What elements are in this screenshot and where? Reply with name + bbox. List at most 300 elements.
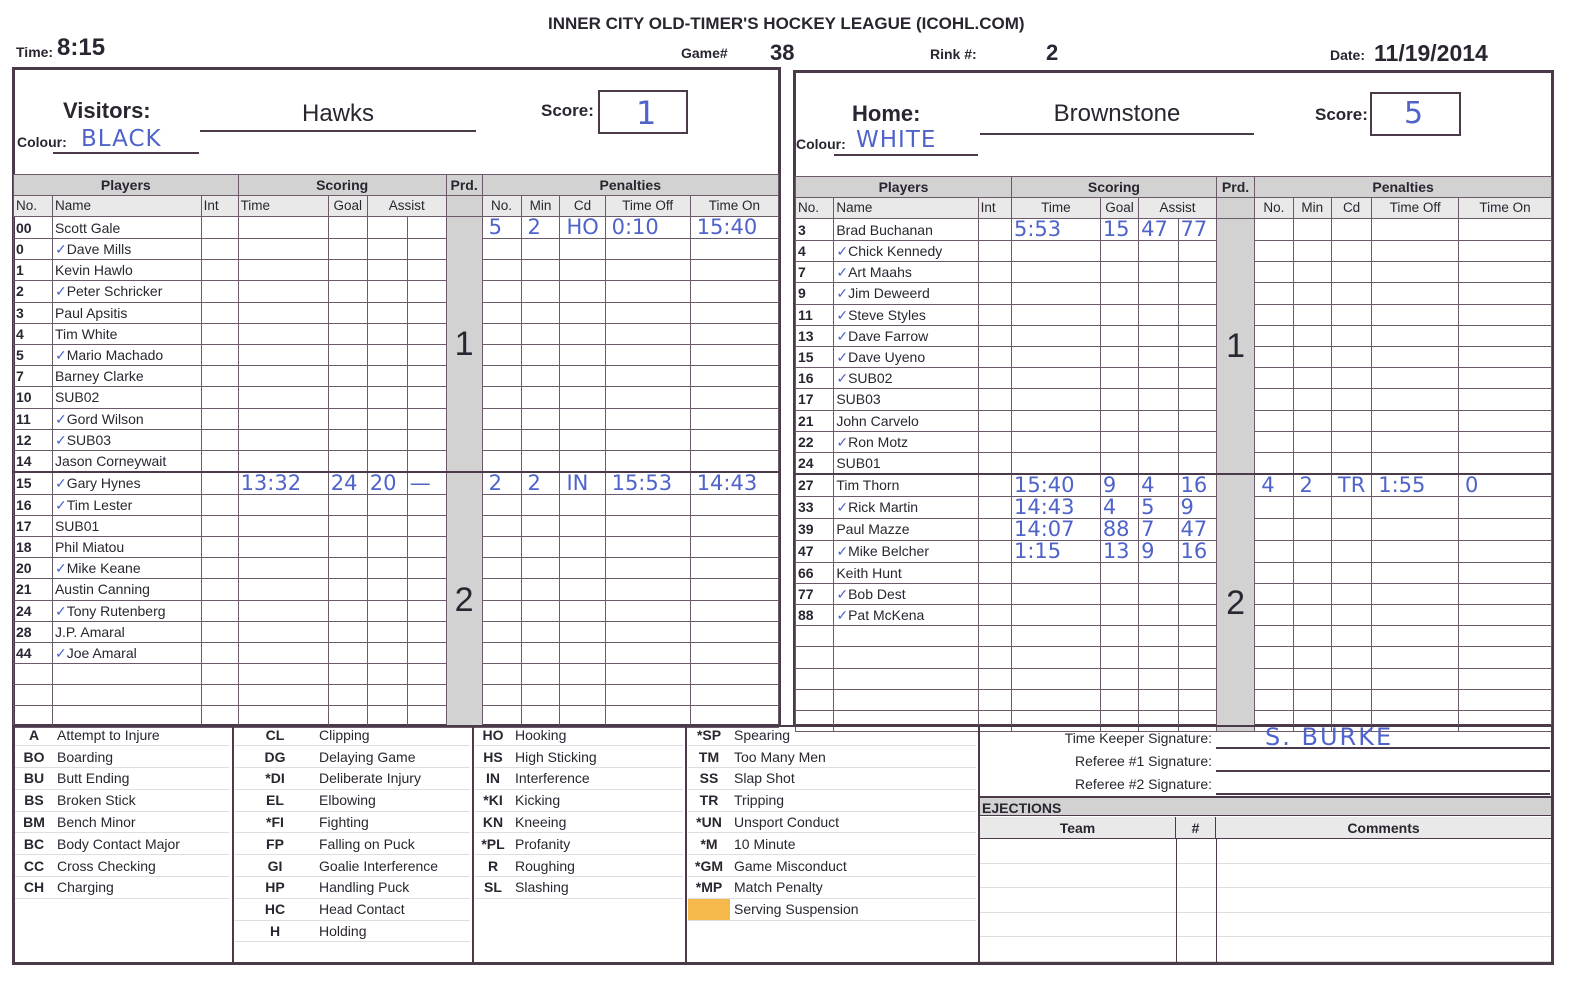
assist-1[interactable]: [1139, 518, 1178, 540]
penalty-player[interactable]: [1255, 368, 1293, 389]
assist-2[interactable]: [407, 302, 446, 323]
goal-time[interactable]: [238, 408, 328, 429]
goal-scorer[interactable]: [328, 558, 367, 579]
assist-2[interactable]: [407, 260, 446, 281]
ejection-team-cell[interactable]: [1176, 937, 1177, 962]
assist-2[interactable]: [407, 515, 446, 536]
assist-2[interactable]: [1178, 474, 1216, 497]
penalty-code[interactable]: [1331, 283, 1371, 304]
penalty-code[interactable]: [1331, 562, 1371, 583]
assist-1[interactable]: [367, 387, 407, 408]
goal-time[interactable]: [238, 494, 328, 515]
assist-2[interactable]: [1178, 283, 1216, 304]
penalty-time-on[interactable]: [690, 344, 778, 365]
penalty-time-on[interactable]: [1459, 452, 1552, 473]
goal-scorer[interactable]: [1100, 283, 1138, 304]
goal-time[interactable]: [238, 260, 328, 281]
penalty-time-on[interactable]: [690, 685, 778, 706]
goal-scorer[interactable]: [328, 429, 367, 450]
assist-2[interactable]: [1178, 540, 1216, 562]
goal-time[interactable]: [1012, 583, 1101, 604]
penalty-code[interactable]: [1331, 604, 1371, 625]
goal-time[interactable]: [1012, 304, 1101, 325]
penalty-player[interactable]: [482, 408, 521, 429]
penalty-time-off[interactable]: [1372, 346, 1459, 367]
penalty-time-on[interactable]: [690, 536, 778, 557]
penalty-time-on[interactable]: [1459, 410, 1552, 431]
penalty-code[interactable]: [560, 664, 605, 685]
penalty-player[interactable]: [1255, 689, 1293, 710]
penalty-time-on[interactable]: [1459, 604, 1552, 625]
assist-2[interactable]: [407, 387, 446, 408]
goal-time[interactable]: [238, 472, 328, 495]
player-int[interactable]: [978, 410, 1011, 431]
player-int[interactable]: [978, 474, 1011, 497]
player-int[interactable]: [201, 515, 238, 536]
penalty-minutes[interactable]: [521, 558, 560, 579]
penalty-code[interactable]: [560, 515, 605, 536]
assist-1[interactable]: [1139, 647, 1178, 668]
goal-time[interactable]: [1012, 452, 1101, 473]
assist-1[interactable]: [1139, 241, 1178, 262]
penalty-player[interactable]: [1255, 389, 1293, 410]
penalty-time-on[interactable]: [690, 621, 778, 642]
penalty-time-off[interactable]: [605, 217, 690, 239]
assist-2[interactable]: [407, 344, 446, 365]
referee1-line[interactable]: [1216, 770, 1550, 772]
penalty-time-on[interactable]: [1459, 540, 1552, 562]
assist-2[interactable]: [1178, 626, 1216, 647]
assist-2[interactable]: [407, 429, 446, 450]
goal-time[interactable]: [1012, 474, 1101, 497]
goal-time[interactable]: [1012, 219, 1101, 241]
player-int[interactable]: [201, 450, 238, 471]
penalty-minutes[interactable]: [521, 323, 560, 344]
penalty-code[interactable]: [560, 494, 605, 515]
assist-1[interactable]: [1139, 325, 1178, 346]
penalty-time-on[interactable]: [1459, 689, 1552, 710]
player-int[interactable]: [978, 604, 1011, 625]
penalty-minutes[interactable]: [1293, 219, 1331, 241]
goal-time[interactable]: [1012, 647, 1101, 668]
assist-1[interactable]: [367, 260, 407, 281]
goal-scorer[interactable]: [328, 579, 367, 600]
assist-2[interactable]: [407, 685, 446, 706]
penalty-time-on[interactable]: [690, 408, 778, 429]
penalty-code[interactable]: [560, 217, 605, 239]
assist-2[interactable]: [407, 239, 446, 260]
penalty-time-on[interactable]: [690, 217, 778, 239]
penalty-time-off[interactable]: [1372, 389, 1459, 410]
penalty-player[interactable]: [1255, 219, 1293, 241]
penalty-player[interactable]: [482, 579, 521, 600]
assist-1[interactable]: [1139, 304, 1178, 325]
goal-time[interactable]: [1012, 689, 1101, 710]
goal-scorer[interactable]: [1100, 496, 1138, 518]
penalty-time-off[interactable]: [605, 366, 690, 387]
penalty-code[interactable]: [1331, 496, 1371, 518]
penalty-time-on[interactable]: [690, 429, 778, 450]
goal-scorer[interactable]: [1100, 647, 1138, 668]
assist-1[interactable]: [367, 344, 407, 365]
penalty-time-off[interactable]: [605, 429, 690, 450]
penalty-minutes[interactable]: [1293, 540, 1331, 562]
goal-scorer[interactable]: [1100, 668, 1138, 689]
assist-2[interactable]: [1178, 604, 1216, 625]
penalty-player[interactable]: [482, 621, 521, 642]
penalty-time-on[interactable]: [1459, 283, 1552, 304]
assist-2[interactable]: [1178, 346, 1216, 367]
penalty-code[interactable]: [560, 239, 605, 260]
penalty-time-off[interactable]: [1372, 219, 1459, 241]
assist-1[interactable]: [1139, 689, 1178, 710]
player-int[interactable]: [201, 281, 238, 302]
goal-time[interactable]: [238, 323, 328, 344]
penalty-code[interactable]: [560, 366, 605, 387]
goal-time[interactable]: [238, 366, 328, 387]
goal-time[interactable]: [238, 344, 328, 365]
penalty-time-off[interactable]: [1372, 518, 1459, 540]
penalty-code[interactable]: [560, 323, 605, 344]
penalty-player[interactable]: [482, 664, 521, 685]
penalty-time-off[interactable]: [1372, 452, 1459, 473]
penalty-minutes[interactable]: [521, 494, 560, 515]
assist-1[interactable]: [367, 323, 407, 344]
penalty-time-on[interactable]: [1459, 518, 1552, 540]
assist-2[interactable]: [1178, 668, 1216, 689]
penalty-code[interactable]: [560, 558, 605, 579]
goal-time[interactable]: [238, 536, 328, 557]
penalty-time-on[interactable]: [690, 600, 778, 621]
penalty-code[interactable]: [560, 387, 605, 408]
goal-time[interactable]: [1012, 540, 1101, 562]
referee2-line[interactable]: [1216, 793, 1550, 795]
penalty-minutes[interactable]: [1293, 562, 1331, 583]
assist-2[interactable]: [1178, 689, 1216, 710]
penalty-time-off[interactable]: [1372, 431, 1459, 452]
goal-time[interactable]: [238, 387, 328, 408]
penalty-time-off[interactable]: [605, 494, 690, 515]
penalty-player[interactable]: [1255, 346, 1293, 367]
assist-1[interactable]: [1139, 431, 1178, 452]
penalty-time-on[interactable]: [1459, 562, 1552, 583]
penalty-minutes[interactable]: [1293, 389, 1331, 410]
penalty-time-on[interactable]: [690, 239, 778, 260]
penalty-player[interactable]: [482, 600, 521, 621]
penalty-player[interactable]: [482, 344, 521, 365]
penalty-code[interactable]: [1331, 241, 1371, 262]
ejection-team-cell[interactable]: [1176, 839, 1177, 864]
penalty-time-off[interactable]: [605, 408, 690, 429]
player-int[interactable]: [978, 219, 1011, 241]
penalty-time-on[interactable]: [1459, 241, 1552, 262]
penalty-time-on[interactable]: [1459, 474, 1552, 497]
penalty-minutes[interactable]: [521, 515, 560, 536]
assist-2[interactable]: [1178, 583, 1216, 604]
penalty-minutes[interactable]: [521, 302, 560, 323]
penalty-player[interactable]: [482, 281, 521, 302]
assist-1[interactable]: [1139, 562, 1178, 583]
ejection-team-cell[interactable]: [1176, 888, 1177, 913]
penalty-time-off[interactable]: [1372, 474, 1459, 497]
penalty-time-on[interactable]: [690, 302, 778, 323]
goal-scorer[interactable]: [328, 450, 367, 471]
player-int[interactable]: [201, 344, 238, 365]
penalty-time-off[interactable]: [1372, 410, 1459, 431]
player-int[interactable]: [201, 408, 238, 429]
goal-scorer[interactable]: [328, 494, 367, 515]
penalty-code[interactable]: [560, 344, 605, 365]
penalty-minutes[interactable]: [1293, 304, 1331, 325]
penalty-code[interactable]: [1331, 626, 1371, 647]
penalty-time-off[interactable]: [605, 558, 690, 579]
goal-scorer[interactable]: [1100, 604, 1138, 625]
goal-time[interactable]: [238, 217, 328, 239]
player-int[interactable]: [201, 217, 238, 239]
ejection-num-cell[interactable]: [1216, 937, 1217, 962]
goal-time[interactable]: [1012, 346, 1101, 367]
penalty-player[interactable]: [1255, 583, 1293, 604]
penalty-time-off[interactable]: [605, 600, 690, 621]
goal-scorer[interactable]: [328, 600, 367, 621]
penalty-minutes[interactable]: [521, 600, 560, 621]
goal-scorer[interactable]: [1100, 452, 1138, 473]
goal-time[interactable]: [1012, 262, 1101, 283]
assist-2[interactable]: [1178, 496, 1216, 518]
penalty-time-on[interactable]: [690, 579, 778, 600]
penalty-code[interactable]: [1331, 583, 1371, 604]
player-int[interactable]: [978, 452, 1011, 473]
assist-2[interactable]: [407, 621, 446, 642]
ejection-row[interactable]: [980, 839, 1551, 864]
penalty-time-on[interactable]: [1459, 668, 1552, 689]
penalty-minutes[interactable]: [521, 579, 560, 600]
assist-2[interactable]: [1178, 562, 1216, 583]
goal-scorer[interactable]: [1100, 346, 1138, 367]
goal-scorer[interactable]: [328, 344, 367, 365]
penalty-code[interactable]: [560, 408, 605, 429]
penalty-minutes[interactable]: [521, 472, 560, 495]
penalty-time-on[interactable]: [1459, 431, 1552, 452]
goal-scorer[interactable]: [1100, 262, 1138, 283]
ejection-num-cell[interactable]: [1216, 839, 1217, 864]
penalty-time-on[interactable]: [1459, 262, 1552, 283]
penalty-minutes[interactable]: [1293, 668, 1331, 689]
ejection-row[interactable]: [980, 937, 1551, 962]
assist-1[interactable]: [1139, 262, 1178, 283]
penalty-time-on[interactable]: [690, 387, 778, 408]
assist-1[interactable]: [367, 664, 407, 685]
penalty-player[interactable]: [1255, 518, 1293, 540]
player-int[interactable]: [201, 472, 238, 495]
penalty-player[interactable]: [1255, 496, 1293, 518]
ejection-row[interactable]: [980, 888, 1551, 913]
goal-time[interactable]: [1012, 668, 1101, 689]
penalty-player[interactable]: [1255, 431, 1293, 452]
goal-scorer[interactable]: [1100, 368, 1138, 389]
penalty-minutes[interactable]: [521, 366, 560, 387]
penalty-minutes[interactable]: [521, 408, 560, 429]
assist-2[interactable]: [1178, 410, 1216, 431]
penalty-time-on[interactable]: [1459, 346, 1552, 367]
assist-1[interactable]: [1139, 389, 1178, 410]
player-int[interactable]: [978, 241, 1011, 262]
penalty-code[interactable]: [560, 536, 605, 557]
player-int[interactable]: [978, 431, 1011, 452]
player-int[interactable]: [978, 262, 1011, 283]
penalty-minutes[interactable]: [1293, 647, 1331, 668]
goal-time[interactable]: [1012, 241, 1101, 262]
penalty-player[interactable]: [1255, 474, 1293, 497]
assist-2[interactable]: [407, 450, 446, 471]
player-int[interactable]: [978, 283, 1011, 304]
player-int[interactable]: [201, 239, 238, 260]
penalty-minutes[interactable]: [521, 281, 560, 302]
penalty-minutes[interactable]: [521, 217, 560, 239]
penalty-time-off[interactable]: [1372, 668, 1459, 689]
penalty-minutes[interactable]: [521, 387, 560, 408]
penalty-time-on[interactable]: [1459, 626, 1552, 647]
assist-2[interactable]: [407, 664, 446, 685]
penalty-minutes[interactable]: [1293, 325, 1331, 346]
penalty-minutes[interactable]: [521, 429, 560, 450]
goal-scorer[interactable]: [1100, 389, 1138, 410]
assist-2[interactable]: [407, 579, 446, 600]
penalty-time-off[interactable]: [1372, 283, 1459, 304]
penalty-code[interactable]: [1331, 410, 1371, 431]
goal-scorer[interactable]: [328, 664, 367, 685]
goal-time[interactable]: [238, 558, 328, 579]
penalty-minutes[interactable]: [1293, 474, 1331, 497]
penalty-code[interactable]: [560, 579, 605, 600]
goal-time[interactable]: [238, 429, 328, 450]
assist-1[interactable]: [367, 429, 407, 450]
penalty-time-on[interactable]: [690, 558, 778, 579]
penalty-time-off[interactable]: [1372, 304, 1459, 325]
goal-scorer[interactable]: [1100, 626, 1138, 647]
penalty-time-off[interactable]: [605, 323, 690, 344]
player-int[interactable]: [978, 540, 1011, 562]
penalty-time-off[interactable]: [605, 621, 690, 642]
assist-2[interactable]: [407, 472, 446, 495]
penalty-time-off[interactable]: [1372, 604, 1459, 625]
assist-1[interactable]: [1139, 474, 1178, 497]
penalty-time-on[interactable]: [1459, 368, 1552, 389]
goal-scorer[interactable]: [328, 239, 367, 260]
penalty-time-off[interactable]: [1372, 583, 1459, 604]
goal-time[interactable]: [238, 579, 328, 600]
penalty-player[interactable]: [1255, 452, 1293, 473]
assist-2[interactable]: [1178, 219, 1216, 241]
ejection-row[interactable]: [980, 864, 1551, 889]
assist-2[interactable]: [407, 536, 446, 557]
penalty-time-off[interactable]: [1372, 689, 1459, 710]
assist-1[interactable]: [1139, 219, 1178, 241]
assist-1[interactable]: [1139, 668, 1178, 689]
player-int[interactable]: [201, 387, 238, 408]
goal-scorer[interactable]: [328, 366, 367, 387]
player-int[interactable]: [201, 260, 238, 281]
goal-time[interactable]: [238, 642, 328, 663]
penalty-time-on[interactable]: [1459, 325, 1552, 346]
player-int[interactable]: [978, 304, 1011, 325]
penalty-code[interactable]: [560, 472, 605, 495]
penalty-time-on[interactable]: [1459, 496, 1552, 518]
assist-2[interactable]: [1178, 647, 1216, 668]
penalty-time-off[interactable]: [605, 344, 690, 365]
assist-2[interactable]: [1178, 368, 1216, 389]
goal-time[interactable]: [1012, 368, 1101, 389]
goal-time[interactable]: [1012, 410, 1101, 431]
goal-time[interactable]: [238, 621, 328, 642]
player-int[interactable]: [201, 579, 238, 600]
penalty-minutes[interactable]: [521, 239, 560, 260]
assist-2[interactable]: [407, 323, 446, 344]
penalty-player[interactable]: [482, 685, 521, 706]
goal-scorer[interactable]: [1100, 219, 1138, 241]
player-int[interactable]: [978, 668, 1011, 689]
goal-scorer[interactable]: [328, 515, 367, 536]
player-int[interactable]: [978, 518, 1011, 540]
penalty-code[interactable]: [1331, 389, 1371, 410]
penalty-time-on[interactable]: [1459, 389, 1552, 410]
assist-1[interactable]: [367, 558, 407, 579]
penalty-time-off[interactable]: [1372, 626, 1459, 647]
penalty-minutes[interactable]: [1293, 583, 1331, 604]
player-int[interactable]: [201, 600, 238, 621]
ejection-team-cell[interactable]: [1176, 864, 1177, 889]
goal-scorer[interactable]: [328, 408, 367, 429]
assist-1[interactable]: [367, 515, 407, 536]
penalty-minutes[interactable]: [1293, 346, 1331, 367]
player-int[interactable]: [978, 496, 1011, 518]
penalty-code[interactable]: [1331, 431, 1371, 452]
goal-time[interactable]: [1012, 562, 1101, 583]
penalty-player[interactable]: [1255, 304, 1293, 325]
goal-scorer[interactable]: [328, 642, 367, 663]
penalty-player[interactable]: [482, 558, 521, 579]
penalty-minutes[interactable]: [1293, 410, 1331, 431]
penalty-minutes[interactable]: [521, 621, 560, 642]
penalty-code[interactable]: [560, 450, 605, 471]
penalty-minutes[interactable]: [1293, 241, 1331, 262]
penalty-time-on[interactable]: [1459, 219, 1552, 241]
penalty-code[interactable]: [560, 621, 605, 642]
player-int[interactable]: [978, 389, 1011, 410]
penalty-code[interactable]: [1331, 474, 1371, 497]
goal-scorer[interactable]: [1100, 325, 1138, 346]
player-int[interactable]: [978, 647, 1011, 668]
penalty-player[interactable]: [482, 387, 521, 408]
penalty-player[interactable]: [1255, 540, 1293, 562]
penalty-player[interactable]: [482, 472, 521, 495]
penalty-minutes[interactable]: [521, 536, 560, 557]
assist-1[interactable]: [1139, 346, 1178, 367]
penalty-minutes[interactable]: [521, 344, 560, 365]
assist-1[interactable]: [1139, 583, 1178, 604]
penalty-time-off[interactable]: [605, 685, 690, 706]
penalty-time-off[interactable]: [1372, 325, 1459, 346]
goal-scorer[interactable]: [1100, 431, 1138, 452]
goal-scorer[interactable]: [1100, 540, 1138, 562]
assist-2[interactable]: [1178, 431, 1216, 452]
penalty-time-on[interactable]: [690, 664, 778, 685]
penalty-time-off[interactable]: [1372, 562, 1459, 583]
penalty-minutes[interactable]: [1293, 431, 1331, 452]
penalty-code[interactable]: [1331, 540, 1371, 562]
penalty-player[interactable]: [482, 515, 521, 536]
assist-1[interactable]: [367, 239, 407, 260]
